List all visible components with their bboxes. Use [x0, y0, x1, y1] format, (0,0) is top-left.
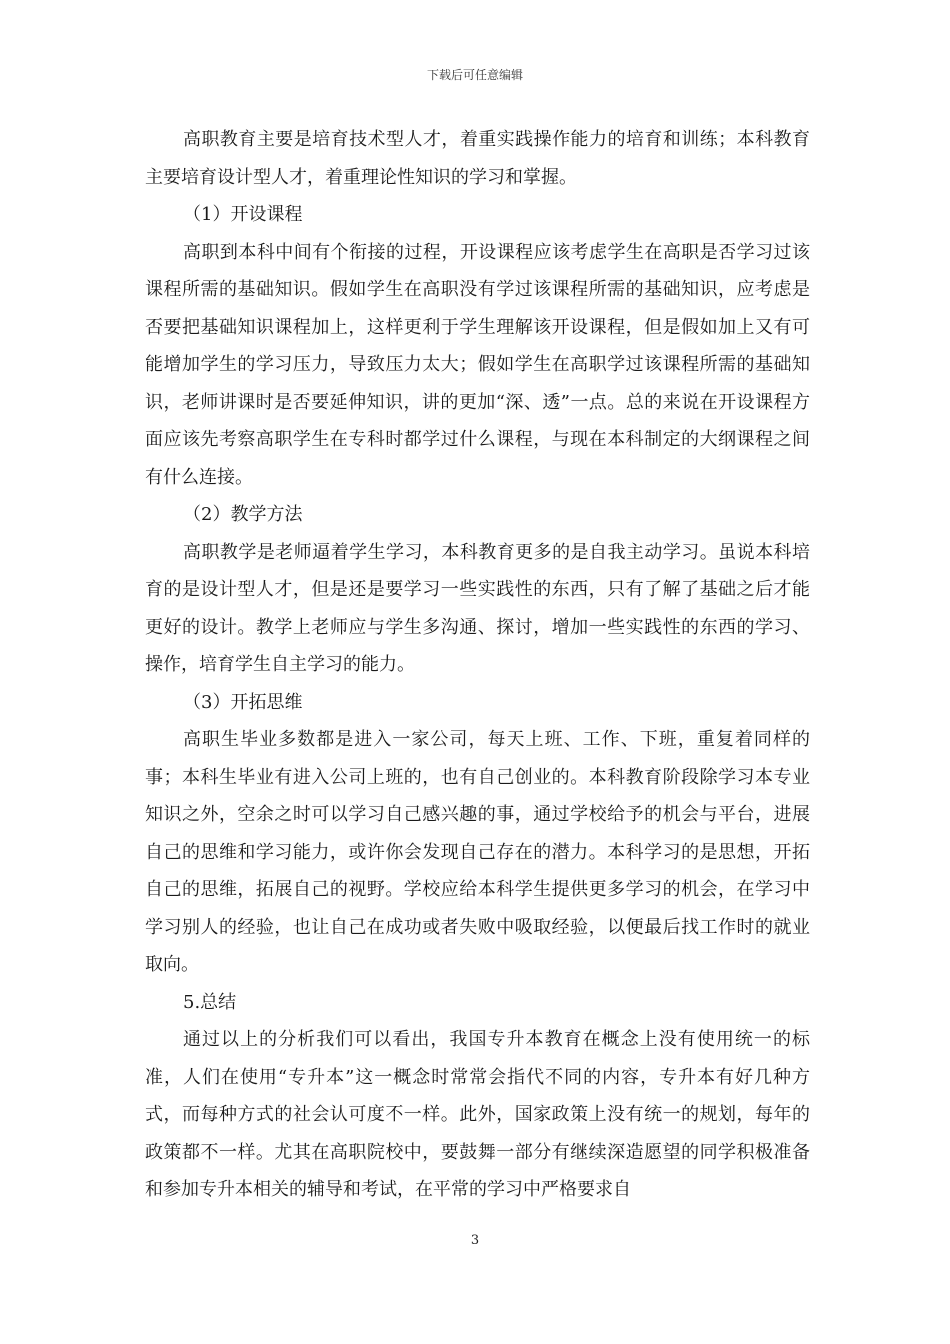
paragraph-teaching-methods: 高职教学是老师逼着学生学习，本科教育更多的是自我主动学习。虽说本科培育的是设计型人才，但是还是要学习一些实践性的东西，只有了解了基础之后才能更好的设计。教学上老师应与学生多沟通、探讨，增加一些实践性的东西的学习、操作，培育学生自主学习的能力。: [145, 541, 810, 675]
paragraph-courses: 高职到本科中间有个衔接的过程，开设课程应该考虑学生在高职是否学习过该课程所需的基础知识。假如学生在高职没有学过该课程所需的基础知识，应考虑是否要把基础知识课程加上，这样更利于学生理解该开设课程，但是假如加上又有可能增加学生的学习压力，导致压力太大；假如学生在高职学过该课程所需的基础知识，老师讲课时是否要延伸知识，讲的更加“深、透”一点。总的来说在开设课程方面应该先考察高职学生在专科时都学过什么课程，与现在本科制定的大纲课程之间有什么连接。: [145, 241, 810, 488]
section-heading-courses: （1）开设课程: [183, 204, 303, 225]
paragraph-summary: 通过以上的分析我们可以看出，我国专升本教育在概念上没有使用统一的标准，人们在使用“专升本”这一概念时常常会指代不同的内容，专升本有好几种方式，而每种方式的社会认可度不一样。此外，国家政策上没有统一的规划，每年的政策都不一样。尤其在高职院校中，要鼓舞一部分有继续深造愿望的同学积极准备和参加专升本相关的辅导和考试，在平常的学习中严格要求自: [145, 1029, 810, 1200]
page-number: 3: [470, 1233, 480, 1248]
page-header: 下载后可任意编辑: [426, 68, 523, 82]
paragraph-thinking: 高职生毕业多数都是进入一家公司，每天上班、工作、下班，重复着同样的事；本科生毕业有进入公司上班的，也有自己创业的。本科教育阶段除学习本专业知识之外，空余之时可以学习自己感兴趣的事，通过学校给予的机会与平台，进展自己的思维和学习能力，或许你会发现自己存在的潜力。本科学习的是思想，开拓自己的思维，拓展自己的视野。学校应给本科学生提供更多学习的机会，在学习中学习别人的经验，也让自己在成功或者失败中吸取经验，以便最后找工作时的就业取向。: [145, 729, 810, 975]
paragraph-intro: 高职教育主要是培育技术型人才，着重实践操作能力的培育和训练；本科教育主要培育设计型人才，着重理论性知识的学习和掌握。: [145, 129, 810, 188]
section-heading-teaching-methods: （2）教学方法: [183, 504, 303, 525]
document-body: [145, 121, 810, 1209]
section-heading-summary: 5.总结: [183, 991, 237, 1013]
section-heading-thinking: （3）开拓思维: [183, 691, 303, 713]
